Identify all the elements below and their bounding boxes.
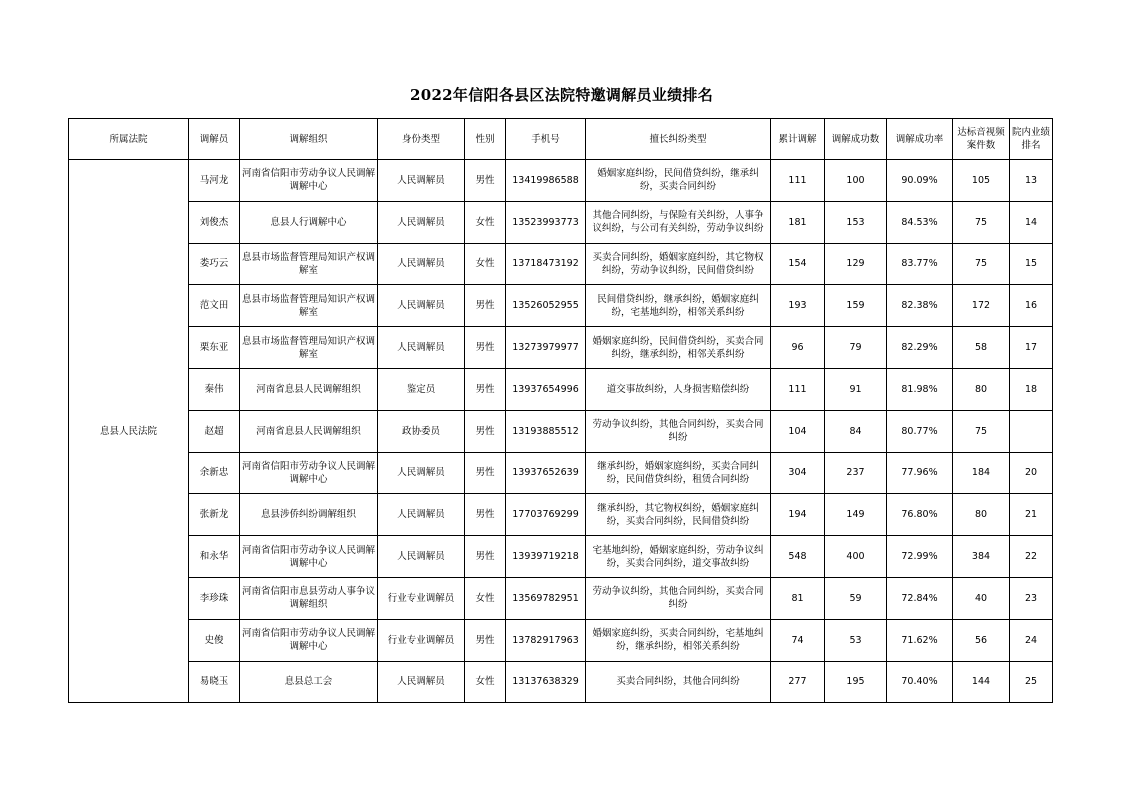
- header-identity: 身份类型: [378, 119, 465, 160]
- video-cell: 184: [953, 452, 1010, 494]
- rate-cell: 83.77%: [887, 243, 953, 285]
- video-cell: 56: [953, 619, 1010, 661]
- video-cell: 172: [953, 285, 1010, 327]
- rank-cell: 21: [1010, 494, 1053, 536]
- identity-cell: 人民调解员: [378, 201, 465, 243]
- identity-cell: 政协委员: [378, 410, 465, 452]
- mediator-name: 张新龙: [189, 494, 240, 536]
- rate-cell: 72.84%: [887, 577, 953, 619]
- identity-cell: 人民调解员: [378, 536, 465, 578]
- header-video: 达标音视频案件数: [953, 119, 1010, 160]
- phone-cell: 13937654996: [506, 368, 586, 410]
- header-rate: 调解成功率: [887, 119, 953, 160]
- gender-cell: 男性: [465, 536, 506, 578]
- gender-cell: 男性: [465, 327, 506, 369]
- success-cell: 153: [825, 201, 887, 243]
- identity-cell: 人民调解员: [378, 285, 465, 327]
- rank-cell: 14: [1010, 201, 1053, 243]
- rate-cell: 80.77%: [887, 410, 953, 452]
- total-cell: 104: [771, 410, 825, 452]
- video-cell: 75: [953, 201, 1010, 243]
- identity-cell: 人民调解员: [378, 452, 465, 494]
- rank-cell: 23: [1010, 577, 1053, 619]
- rate-cell: 82.38%: [887, 285, 953, 327]
- rank-cell: 25: [1010, 661, 1053, 703]
- disputes-cell: 劳动争议纠纷，其他合同纠纷，买卖合同纠纷: [586, 577, 771, 619]
- success-cell: 79: [825, 327, 887, 369]
- identity-cell: 行业专业调解员: [378, 619, 465, 661]
- rank-cell: 15: [1010, 243, 1053, 285]
- total-cell: 96: [771, 327, 825, 369]
- org-cell: 河南省信阳市劳动争议人民调解调解中心: [240, 452, 378, 494]
- success-cell: 100: [825, 160, 887, 202]
- total-cell: 81: [771, 577, 825, 619]
- disputes-cell: 婚姻家庭纠纷，民间借贷纠纷，买卖合同纠纷，继承纠纷，相邻关系纠纷: [586, 327, 771, 369]
- identity-cell: 人民调解员: [378, 160, 465, 202]
- table-row: [69, 327, 1053, 369]
- rate-cell: 84.53%: [887, 201, 953, 243]
- table-row: [69, 577, 1053, 619]
- phone-cell: 13718473192: [506, 243, 586, 285]
- video-cell: 40: [953, 577, 1010, 619]
- table-row: [69, 285, 1053, 327]
- disputes-cell: 劳动争议纠纷，其他合同纠纷，买卖合同纠纷: [586, 410, 771, 452]
- disputes-cell: 其他合同纠纷，与保险有关纠纷，人事争议纠纷，与公司有关纠纷，劳动争议纠纷: [586, 201, 771, 243]
- mediator-name: 易晓玉: [189, 661, 240, 703]
- mediator-name: 刘俊杰: [189, 201, 240, 243]
- video-cell: 384: [953, 536, 1010, 578]
- table-row: [69, 494, 1053, 536]
- gender-cell: 男性: [465, 160, 506, 202]
- identity-cell: 人民调解员: [378, 661, 465, 703]
- success-cell: 159: [825, 285, 887, 327]
- identity-cell: 人民调解员: [378, 327, 465, 369]
- rate-cell: 77.96%: [887, 452, 953, 494]
- total-cell: 154: [771, 243, 825, 285]
- mediator-name: 秦伟: [189, 368, 240, 410]
- org-cell: 河南省息县人民调解组织: [240, 410, 378, 452]
- total-cell: 74: [771, 619, 825, 661]
- phone-cell: 13939719218: [506, 536, 586, 578]
- total-cell: 111: [771, 368, 825, 410]
- success-cell: 53: [825, 619, 887, 661]
- gender-cell: 男性: [465, 619, 506, 661]
- success-cell: 195: [825, 661, 887, 703]
- mediator-name: 娄巧云: [189, 243, 240, 285]
- disputes-cell: 婚姻家庭纠纷，民间借贷纠纷，继承纠纷，买卖合同纠纷: [586, 160, 771, 202]
- video-cell: 80: [953, 368, 1010, 410]
- rank-cell: 20: [1010, 452, 1053, 494]
- disputes-cell: 继承纠纷，婚姻家庭纠纷，买卖合同纠纷，民间借贷纠纷，租赁合同纠纷: [586, 452, 771, 494]
- table-header-row: [69, 119, 1053, 160]
- phone-cell: 13523993773: [506, 201, 586, 243]
- success-cell: 129: [825, 243, 887, 285]
- mediator-name: 范文田: [189, 285, 240, 327]
- table-row: [69, 619, 1053, 661]
- gender-cell: 男性: [465, 494, 506, 536]
- rate-cell: 81.98%: [887, 368, 953, 410]
- total-cell: 548: [771, 536, 825, 578]
- identity-cell: 行业专业调解员: [378, 577, 465, 619]
- page-title: 2022年信阳各县区法院特邀调解员业绩排名: [409, 86, 714, 104]
- org-cell: 河南省信阳市劳动争议人民调解调解中心: [240, 536, 378, 578]
- table-row: [69, 201, 1053, 243]
- disputes-cell: 道交事故纠纷，人身损害赔偿纠纷: [586, 368, 771, 410]
- org-cell: 息县涉侨纠纷调解组织: [240, 494, 378, 536]
- success-cell: 84: [825, 410, 887, 452]
- gender-cell: 男性: [465, 410, 506, 452]
- ranking-table: [68, 118, 1053, 703]
- total-cell: 194: [771, 494, 825, 536]
- video-cell: 58: [953, 327, 1010, 369]
- gender-cell: 女性: [465, 577, 506, 619]
- gender-cell: 男性: [465, 368, 506, 410]
- success-cell: 400: [825, 536, 887, 578]
- total-cell: 111: [771, 160, 825, 202]
- org-cell: 息县市场监督管理局知识产权调解室: [240, 285, 378, 327]
- success-cell: 91: [825, 368, 887, 410]
- identity-cell: 鉴定员: [378, 368, 465, 410]
- disputes-cell: 继承纠纷，其它物权纠纷，婚姻家庭纠纷，买卖合同纠纷，民间借贷纠纷: [586, 494, 771, 536]
- mediator-name: 赵超: [189, 410, 240, 452]
- gender-cell: 男性: [465, 452, 506, 494]
- org-cell: 河南省信阳市劳动争议人民调解调解中心: [240, 160, 378, 202]
- mediator-name: 马河龙: [189, 160, 240, 202]
- header-disputes: 擅长纠纷类型: [586, 119, 771, 160]
- org-cell: 息县市场监督管理局知识产权调解室: [240, 327, 378, 369]
- gender-cell: 男性: [465, 285, 506, 327]
- header-mediator: 调解员: [189, 119, 240, 160]
- rate-cell: 90.09%: [887, 160, 953, 202]
- phone-cell: 13526052955: [506, 285, 586, 327]
- phone-cell: 13273979977: [506, 327, 586, 369]
- video-cell: 75: [953, 243, 1010, 285]
- total-cell: 193: [771, 285, 825, 327]
- total-cell: 181: [771, 201, 825, 243]
- table-row: [69, 160, 1053, 202]
- phone-cell: 13782917963: [506, 619, 586, 661]
- table-row: [69, 368, 1053, 410]
- table-row: [69, 661, 1053, 703]
- gender-cell: 女性: [465, 201, 506, 243]
- disputes-cell: 婚姻家庭纠纷，买卖合同纠纷，宅基地纠纷，继承纠纷，相邻关系纠纷: [586, 619, 771, 661]
- identity-cell: 人民调解员: [378, 243, 465, 285]
- table-row: [69, 410, 1053, 452]
- rate-cell: 76.80%: [887, 494, 953, 536]
- header-gender: 性别: [465, 119, 506, 160]
- total-cell: 277: [771, 661, 825, 703]
- video-cell: 144: [953, 661, 1010, 703]
- video-cell: 75: [953, 410, 1010, 452]
- org-cell: 息县人行调解中心: [240, 201, 378, 243]
- table-row: [69, 452, 1053, 494]
- header-org: 调解组织: [240, 119, 378, 160]
- mediator-name: 李珍珠: [189, 577, 240, 619]
- phone-cell: 13419986588: [506, 160, 586, 202]
- header-total: 累计调解: [771, 119, 825, 160]
- video-cell: 80: [953, 494, 1010, 536]
- success-cell: 149: [825, 494, 887, 536]
- rate-cell: 70.40%: [887, 661, 953, 703]
- rate-cell: 82.29%: [887, 327, 953, 369]
- org-cell: 河南省息县人民调解组织: [240, 368, 378, 410]
- disputes-cell: 买卖合同纠纷，其他合同纠纷: [586, 661, 771, 703]
- gender-cell: 女性: [465, 243, 506, 285]
- org-cell: 息县总工会: [240, 661, 378, 703]
- org-cell: 河南省信阳市息县劳动人事争议调解组织: [240, 577, 378, 619]
- phone-cell: 13193885512: [506, 410, 586, 452]
- mediator-name: 栗东亚: [189, 327, 240, 369]
- mediator-name: 史俊: [189, 619, 240, 661]
- rate-cell: 72.99%: [887, 536, 953, 578]
- total-cell: 304: [771, 452, 825, 494]
- rank-cell: 17: [1010, 327, 1053, 369]
- phone-cell: 17703769299: [506, 494, 586, 536]
- rank-cell: 24: [1010, 619, 1053, 661]
- disputes-cell: 宅基地纠纷，婚姻家庭纠纷，劳动争议纠纷，买卖合同纠纷，道交事故纠纷: [586, 536, 771, 578]
- rate-cell: 71.62%: [887, 619, 953, 661]
- success-cell: 59: [825, 577, 887, 619]
- phone-cell: 13569782951: [506, 577, 586, 619]
- rank-cell: 13: [1010, 160, 1053, 202]
- gender-cell: 女性: [465, 661, 506, 703]
- court-name-cell: 息县人民法院: [69, 160, 189, 703]
- video-cell: 105: [953, 160, 1010, 202]
- phone-cell: 13137638329: [506, 661, 586, 703]
- rank-cell: [1010, 410, 1053, 452]
- disputes-cell: 买卖合同纠纷，婚姻家庭纠纷，其它物权纠纷，劳动争议纠纷，民间借贷纠纷: [586, 243, 771, 285]
- identity-cell: 人民调解员: [378, 494, 465, 536]
- header-court: 所属法院: [69, 119, 189, 160]
- header-rank: 院内业绩排名: [1010, 119, 1053, 160]
- mediator-name: 和永华: [189, 536, 240, 578]
- rank-cell: 18: [1010, 368, 1053, 410]
- header-success: 调解成功数: [825, 119, 887, 160]
- org-cell: 河南省信阳市劳动争议人民调解调解中心: [240, 619, 378, 661]
- table-row: [69, 243, 1053, 285]
- disputes-cell: 民间借贷纠纷，继承纠纷，婚姻家庭纠纷，宅基地纠纷，相邻关系纠纷: [586, 285, 771, 327]
- org-cell: 息县市场监督管理局知识产权调解室: [240, 243, 378, 285]
- mediator-name: 余新忠: [189, 452, 240, 494]
- rank-cell: 16: [1010, 285, 1053, 327]
- phone-cell: 13937652639: [506, 452, 586, 494]
- success-cell: 237: [825, 452, 887, 494]
- rank-cell: 22: [1010, 536, 1053, 578]
- header-phone: 手机号: [506, 119, 586, 160]
- table-row: [69, 536, 1053, 578]
